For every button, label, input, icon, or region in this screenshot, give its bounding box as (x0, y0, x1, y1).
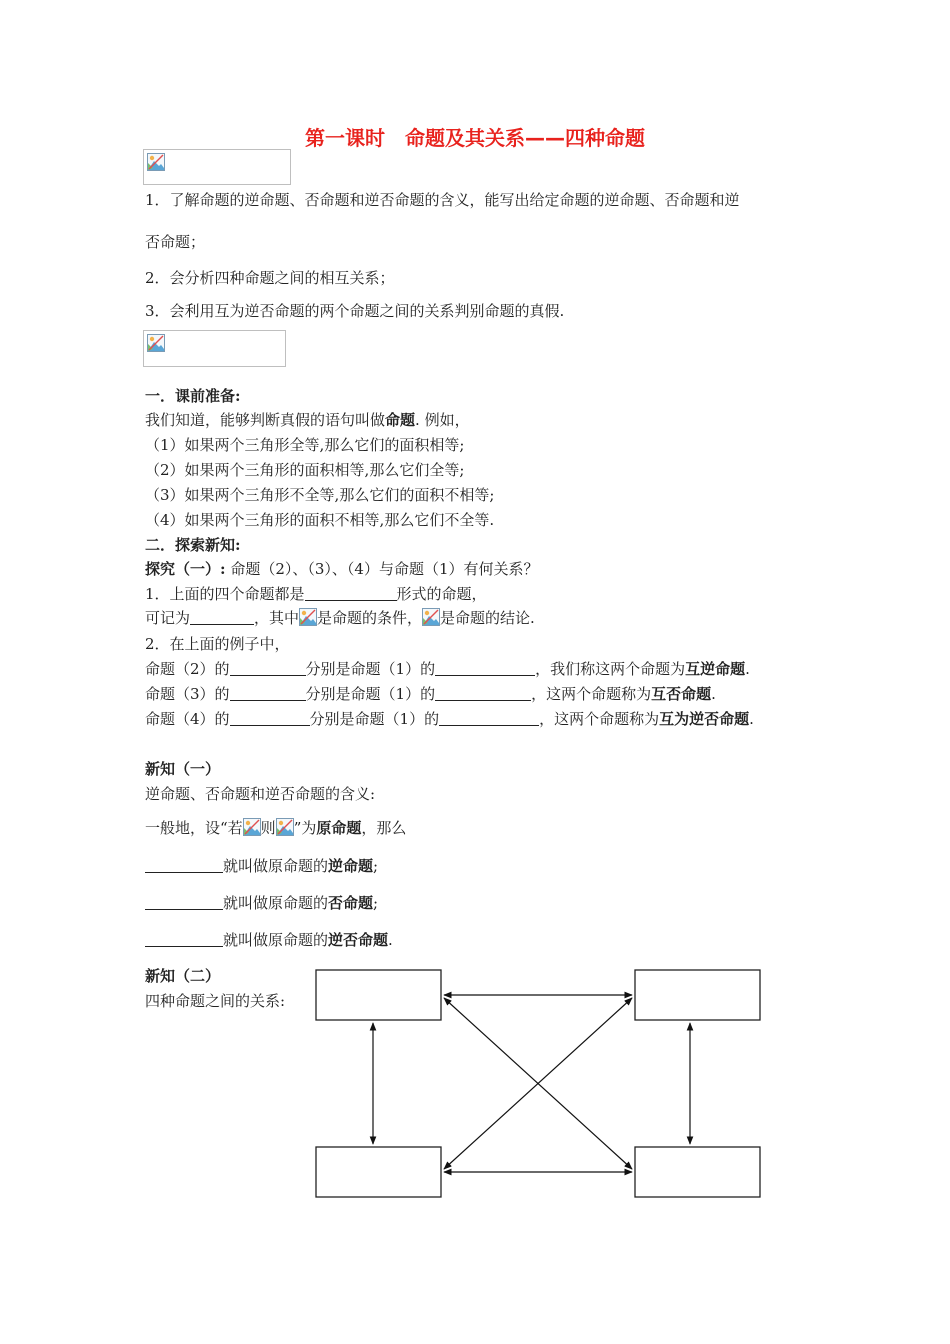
broken-image-icon (147, 334, 165, 352)
example-1: （1）如果两个三角形全等,那么它们的面积相等; (145, 436, 465, 454)
example-4: （4）如果两个三角形的面积不相等,那么它们不全等. (145, 511, 495, 529)
original-proposition-box[interactable] (316, 970, 441, 1020)
question-1-notation (145, 607, 535, 628)
definition-contrapositive (145, 929, 393, 950)
explore-label: 探究（一）: (145, 560, 226, 578)
row-text: ，我们称这两个命题为 (535, 660, 686, 678)
def-end: ; (373, 857, 379, 875)
focus-image-placeholder (143, 330, 286, 367)
row-text: 命题（2）的 (145, 660, 230, 678)
def-end: . (388, 931, 393, 949)
inverse-proposition-box[interactable] (316, 1147, 441, 1197)
row-text: 命题（3）的 (145, 685, 230, 703)
general-text: 一般地，设“若 (145, 819, 243, 837)
general-text: ”为 (293, 819, 317, 837)
definition-converse (145, 855, 378, 876)
row-bold: 互逆命题 (685, 660, 746, 678)
new-knowledge-1-heading: 新知（一） (145, 760, 221, 778)
four-propositions-diagram (310, 962, 770, 1202)
contrapositive-proposition-box[interactable] (635, 1147, 760, 1197)
q1c-text: 可记为 (145, 609, 191, 627)
row-bold: 互否命题 (651, 685, 712, 703)
section-1-heading: 一．课前准备: (145, 387, 241, 405)
relation-row-3 (145, 708, 754, 729)
def-text: 就叫做原命题的 (223, 894, 329, 912)
broken-image-icon (299, 608, 317, 626)
row-text: . (711, 685, 716, 703)
def-bold: 逆否命题 (328, 931, 389, 949)
example-2: （2）如果两个三角形的面积相等,那么它们全等; (145, 461, 465, 479)
def-bold: 否命题 (328, 894, 374, 912)
general-text: ，那么 (361, 819, 407, 837)
def-end: ; (373, 894, 379, 912)
q1-text: 1．上面的四个命题都是 (145, 585, 305, 603)
fill-blank[interactable] (190, 610, 254, 625)
fill-blank[interactable] (145, 895, 223, 910)
q1c-text: ，其中 (254, 609, 300, 627)
objective-1: 1．了解命题的逆命题、否命题和逆否命题的含义，能写出给定命题的逆命题、否命题和逆 (145, 191, 740, 209)
q1-text-end: 形式的命题， (396, 585, 487, 603)
converse-proposition-box[interactable] (635, 970, 760, 1020)
objectives-image-placeholder (143, 149, 291, 185)
new-knowledge-2-heading: 新知（二） (145, 967, 221, 985)
broken-image-icon (422, 608, 440, 626)
intro-bold: 命题 (385, 411, 416, 429)
relation-row-1 (145, 658, 750, 679)
explore-question: 命题（2）、（3）、（4）与命题（1）有何关系？ (225, 560, 539, 578)
row-text: 分别是命题（1）的 (309, 710, 440, 728)
fill-blank[interactable] (230, 686, 306, 701)
fill-blank[interactable] (305, 586, 397, 601)
row-text: 分别是命题（1）的 (305, 660, 436, 678)
definition-inverse (145, 892, 378, 913)
question-1 (145, 583, 487, 604)
row-text: . (745, 660, 750, 678)
page-title: 第一课时 命题及其关系——四种命题 (305, 126, 645, 150)
broken-image-icon (276, 818, 294, 836)
fill-blank[interactable] (435, 661, 535, 676)
general-statement (145, 817, 406, 838)
explore-line (145, 558, 539, 579)
fill-blank[interactable] (230, 711, 310, 726)
broken-image-icon (243, 818, 261, 836)
fill-blank[interactable] (145, 858, 223, 873)
def-text: 就叫做原命题的 (223, 857, 329, 875)
row-text: 分别是命题（1）的 (305, 685, 436, 703)
relation-row-2 (145, 683, 716, 704)
q1c-text: 是命题的结论. (440, 609, 535, 627)
def-bold: 逆命题 (328, 857, 374, 875)
example-3: （3）如果两个三角形不全等,那么它们的面积不相等; (145, 486, 495, 504)
new-knowledge-2-subtitle: 四种命题之间的关系: (145, 992, 286, 1010)
broken-image-icon (147, 153, 165, 171)
general-text: 则 (260, 819, 276, 837)
intro-line (145, 409, 470, 430)
question-2: 2．在上面的例子中， (145, 635, 290, 653)
new-knowledge-1-subtitle: 逆命题、否命题和逆否命题的含义: (145, 785, 376, 803)
objective-2: 2．会分析四种命题之间的相互关系； (145, 269, 395, 287)
row-text: . (749, 710, 754, 728)
intro-text: 我们知道，能够判断真假的语句叫做 (145, 411, 386, 429)
q1c-text: 是命题的条件， (317, 609, 423, 627)
intro-end: . 例如， (415, 411, 470, 429)
row-text: ，这两个命题称为 (531, 685, 652, 703)
objective-1-cont: 否命题； (145, 233, 206, 251)
row-text: ，这两个命题称为 (539, 710, 660, 728)
def-text: 就叫做原命题的 (223, 931, 329, 949)
row-text: 命题（4）的 (145, 710, 230, 728)
fill-blank[interactable] (145, 932, 223, 947)
section-2-heading: 二．探索新知: (145, 536, 241, 554)
fill-blank[interactable] (230, 661, 306, 676)
row-bold: 互为逆否命题 (659, 710, 750, 728)
fill-blank[interactable] (439, 711, 539, 726)
objective-3: 3．会利用互为逆否命题的两个命题之间的关系判别命题的真假. (145, 302, 565, 320)
general-bold: 原命题 (316, 819, 362, 837)
fill-blank[interactable] (435, 686, 531, 701)
